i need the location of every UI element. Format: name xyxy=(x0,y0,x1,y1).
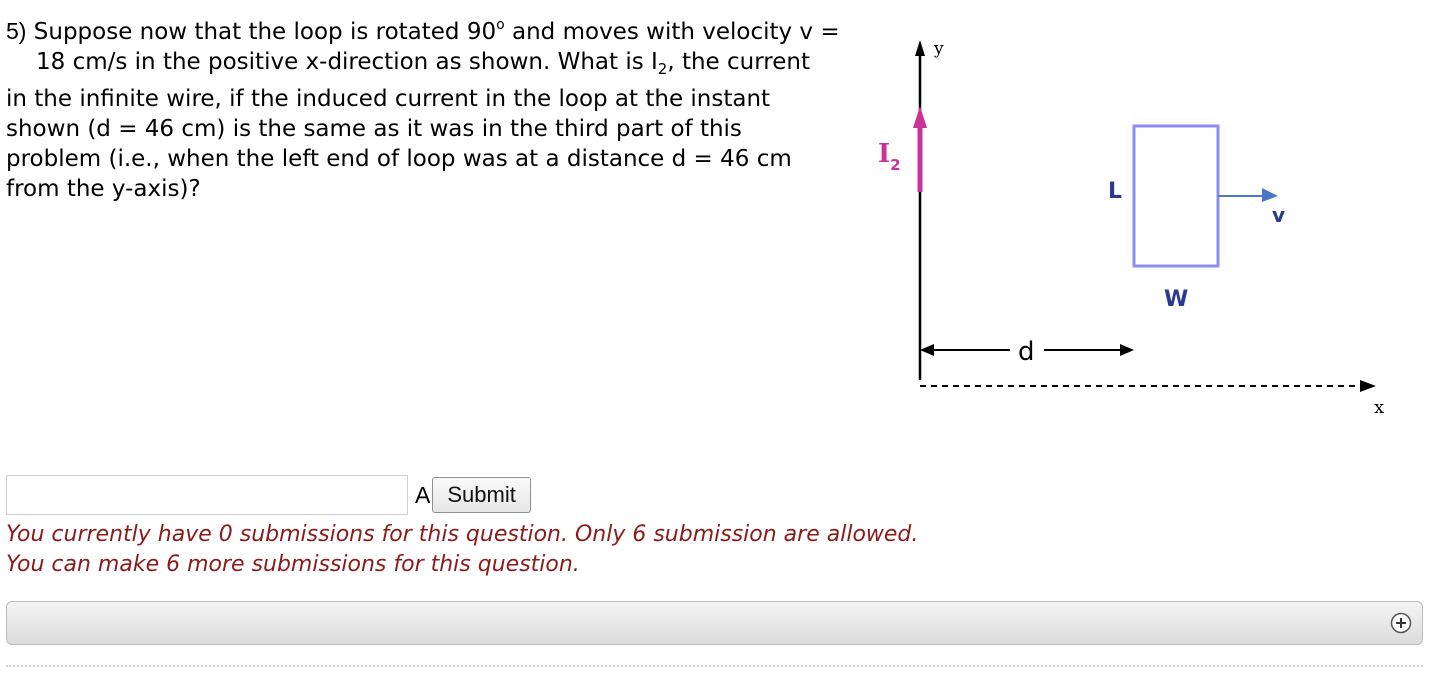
question-line-2 xyxy=(6,47,866,84)
question-number: 5) xyxy=(6,18,27,44)
question-line-3: in the infinite wire, if the induced current in the loop at the instant xyxy=(6,86,771,112)
dotted-divider xyxy=(6,665,1423,667)
answer-input[interactable] xyxy=(6,475,408,515)
current-label-letter: I xyxy=(878,139,891,169)
question-line-2-text: 18 cm/s in the positive x-direction as shown. What is I xyxy=(36,49,658,75)
answer-row xyxy=(6,473,531,517)
question-line-5: problem (i.e., when the left end of loop was at a distance d = 46 cm xyxy=(6,146,792,172)
x-axis-arrowhead-icon xyxy=(1360,380,1376,392)
current-label-subscript: 2 xyxy=(890,156,901,174)
submission-notice-line-2: You can make 6 more submissions for this question. xyxy=(6,552,580,577)
current-label xyxy=(878,139,901,174)
diagram-svg xyxy=(860,16,1420,426)
plus-circle-icon[interactable] xyxy=(1390,612,1412,634)
x-axis-label: x xyxy=(1374,397,1385,418)
distance-right-arrowhead-icon xyxy=(1120,344,1134,356)
y-axis-arrowhead-icon xyxy=(915,40,925,56)
current-arrowhead-icon xyxy=(913,106,927,128)
velocity-label: v xyxy=(1272,203,1286,227)
question-line-1 xyxy=(6,10,866,47)
answer-unit: A xyxy=(415,481,431,508)
loop-width-label: W xyxy=(1164,287,1189,312)
question-line-1-text: Suppose now that the loop is rotated 90 xyxy=(33,19,497,45)
y-axis-label: y xyxy=(934,39,944,59)
current-subscript: 2 xyxy=(657,60,668,78)
velocity-arrowhead-icon xyxy=(1262,188,1278,202)
distance-label: d xyxy=(1018,337,1035,367)
submission-notice xyxy=(6,520,918,580)
conducting-loop xyxy=(1134,126,1218,266)
submission-notice-line-1: You currently have 0 submissions for this question. Only 6 submission are allowed. xyxy=(6,522,919,547)
question-line-4: shown (d = 46 cm) is the same as it was in the third part of this xyxy=(6,116,742,142)
distance-left-arrowhead-icon xyxy=(920,344,934,356)
submit-button[interactable]: Submit xyxy=(432,477,530,513)
degree-superscript: o xyxy=(496,17,505,33)
question-line-2-end: , the current xyxy=(667,49,810,75)
question-line-6: from the y-axis)? xyxy=(6,176,201,202)
expand-hints-bar[interactable] xyxy=(6,601,1423,645)
question-text xyxy=(6,10,866,204)
question-line-1-end: and moves with velocity v = xyxy=(504,19,840,45)
loop-length-label: L xyxy=(1108,179,1123,204)
physics-diagram xyxy=(860,16,1420,426)
